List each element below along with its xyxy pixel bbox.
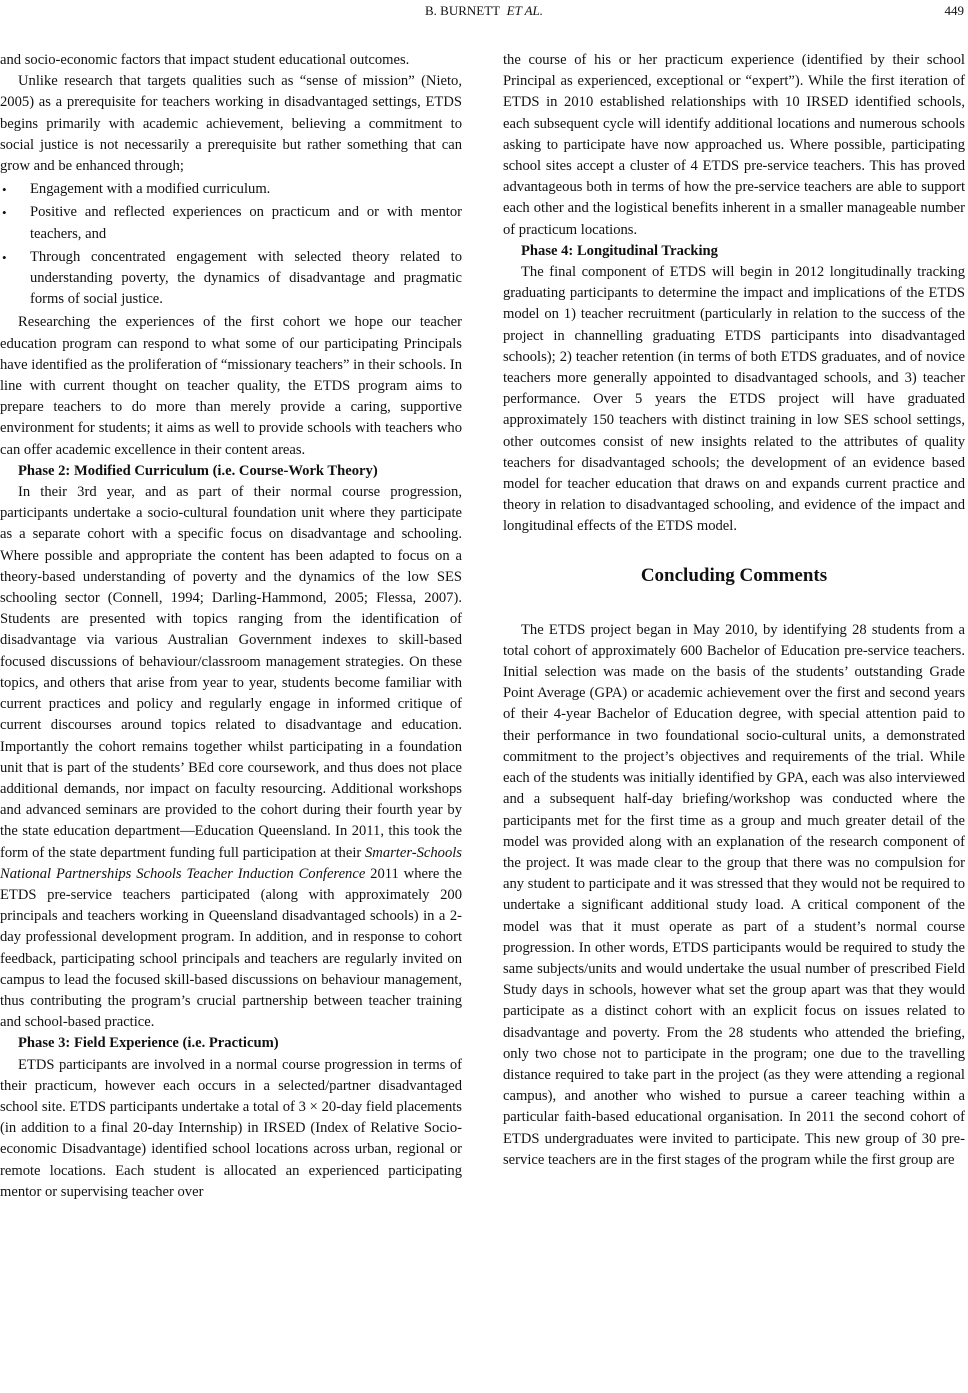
bullet-icon: •	[2, 249, 7, 265]
paragraph: Researching the experiences of the first cohort we hope our teacher education program can respond to what some of our participating Principals have identified as the proliferation of “missionary teachers” in their schools. In line with current thought on teacher quality, the ETDS program aims to prepare teachers to do more than merely provide a caring, supportive environment for students; it aims as well to provide schools with teachers who can offer academic excellence in their content areas.	[0, 314, 462, 458]
paragraph: the course of his or her practicum experience (identified by their school Principal as experienced, exceptional or “expert”). While the first iteration of ETDS in 2010 established relationships with 10 IRSED identified schools, each subsequent cycle will identify additional locations and numerous schools asking to participate have now approached us. Where possible, participating school sites accept a cluster of 4 ETDS pre-service teachers. This has proved advantageous both in terms of how the pre-service teachers are able to support each other and the logistical benefits inherent in a smaller manageable number of practicum locations.	[503, 52, 965, 238]
bullet-text: Engagement with a modified curriculum.	[30, 181, 271, 198]
right-column	[503, 50, 965, 1171]
conference-title: Smarter-Schools National Partnerships Schools Teacher Induction Conference	[0, 844, 462, 882]
paragraph: ETDS participants are involved in a normal course progression in terms of their practicum, however each occurs in a selected/partner disadvantaged school site. ETDS participants undertake a total of 3 × 20-day field placements (in addition to a final 20-day Internship) in IRSED (Index of Relative Socio-economic Disadvantage) identified school locations across urban, regional or remote locations. Each student is allocated an experienced participating mentor or supervising teacher over	[0, 1056, 462, 1200]
phase-3-heading: Phase 3: Field Experience (i.e. Practicum)	[18, 1035, 279, 1052]
paragraph: The ETDS project began in May 2010, by identifying 28 students from a total cohort of approximately 600 Bachelor of Education pre-service teachers. Initial selection was made on the basis of the students’ outstanding Grade Point Average (GPA) or academic achievement over the first and second years of their 4-year Bachelor of Education degree, with special attention paid to their performance in two foundational socio-cultural units, a demonstrated commitment to the project’s objectives and requirements of the trial. While each of the students was initially identified by GPA, each was also interviewed and a subsequent half-day briefing/workshop was conducted where the participants met for the first time as a group and much greater detail of the model was provided along with an explanation of the research component of the project. It was made clear to the group that there was no compulsion for any student to participate and it was stressed that they would not be required to undertake a significant additional study load. A critical component of the model was that it must operate as part of a student’s normal course progression. In other words, ETDS participants would be required to study the same subjects/units and would undertake the usual number of prescribed Field Study days in schools, however what set the group apart was that they would participate as a distinct cohort with an explicit focus on issues related to disadvantage and poverty. From the 28 students who attended the briefing, only two chose not to participate in the program; one due to the travelling distance required to take part in the project (as they were attending a regional campus), and another who wished to pursue a career teaching within a particular faith-based educational organisation. In 2011 the second cohort of ETDS undergraduates were invited to participate. This new group of 30 pre-service teachers are in the first stages of the program while the first group are	[503, 621, 965, 1168]
bullet-item	[0, 202, 462, 244]
bullet-icon: •	[2, 205, 7, 221]
paragraph	[0, 482, 462, 1033]
section-heading: Concluding Comments	[640, 564, 828, 586]
author-etal: ET AL.	[506, 3, 543, 18]
paragraph: and socio-economic factors that impact student educational outcomes.	[0, 52, 410, 68]
left-column	[0, 50, 462, 1203]
bullet-text: Through concentrated engagement with selected theory related to understanding poverty, the dynamics of disadvantage and pragmatic forms of social justice.	[30, 248, 462, 308]
running-head-author	[0, 0, 968, 22]
running-head	[0, 0, 968, 24]
paragraph-text: 2011 where the ETDS pre-service teachers participated (along with approximately 200 principals and teachers working in Queensland disadvantaged schools) in a 2-day professional development program. In addition, and in response to cohort feedback, participating school principals and teachers are regularly invited on campus to lead the focused skill-based discussions on behaviour management, thus contributing the program’s crucial partnership between teacher training and school-based practice.	[0, 865, 462, 1031]
bullet-list	[0, 179, 462, 310]
paragraph-text: In their 3rd year, and as part of their normal course progression, participants undertake a socio-cultural foundation unit where they participate as a separate cohort with a specific focus on disadvantage and schooling. Where possible and appropriate the content has been adapted to focus on a theory-based understanding of poverty and the dynamics of the low SES schooling sector (Connell, 1994; Darling-Hammond, 2005; Flessa, 2007). Students are presented with topics ranging from the identification of disadvantage via various Australian Government indexes to skill-based focused discussions of behaviour/classroom management strategies. On these topics, and others that arise from year to year, students become familiar with current practices and policy and regularly engage in informed critique of current discourses around topics related to disadvantage and education. Importantly the cohort remains together whilst participating in a foundation unit that is part of the students’ BEd core coursework, and thus does not place additional demands, nor impact on faculty resourcing. Additional workshops and advanced seminars are provided to the cohort during their fourth year by the state education department—Education Queensland. In 2011, this took the form of the state department funding full participation at their	[0, 484, 462, 861]
paragraph: Unlike research that targets qualities such as “sense of mission” (Nieto, 2005) as a prerequisite for teachers working in disadvantaged settings, ETDS begins primarily with academic achievement, believing a commitment to social justice is not necessarily a prerequisite but rather something that can grow and be enhanced through;	[0, 73, 462, 175]
paragraph: The final component of ETDS will begin in 2012 longitudinally tracking graduating participants to determine the impact and implications of the ETDS model on 1) teacher recruitment (particularly in relation to the success of the project in channelling graduating ETDS participants into disadvantaged schools); 2) teacher retention (in terms of both ETDS graduates, and of novice teachers more generally appointed to disadvantaged schools, and 3) teacher performance. Over 5 years the ETDS project will have graduated approximately 150 teachers with distinct training in low SES school settings, other outcomes consist of new insights related to the attributes of quality teachers for disadvantaged schools; the development of an evidence based model for teacher education that draws on and expands current practice and theory in relation to disadvantaged schooling, and evidence of the impact and longitudinal effects of the ETDS model.	[503, 264, 965, 535]
phase-4-heading: Phase 4: Longitudinal Tracking	[521, 242, 718, 259]
phase-2-heading: Phase 2: Modified Curriculum (i.e. Course-Work Theory)	[18, 462, 378, 479]
bullet-icon: •	[2, 182, 7, 198]
bullet-text: Positive and reflected experiences on practicum and or with mentor teachers, and	[30, 204, 462, 242]
bullet-item	[0, 179, 462, 200]
author-name: B. BURNETT	[425, 3, 501, 18]
page-number: 449	[944, 3, 964, 18]
bullet-item	[0, 247, 462, 311]
